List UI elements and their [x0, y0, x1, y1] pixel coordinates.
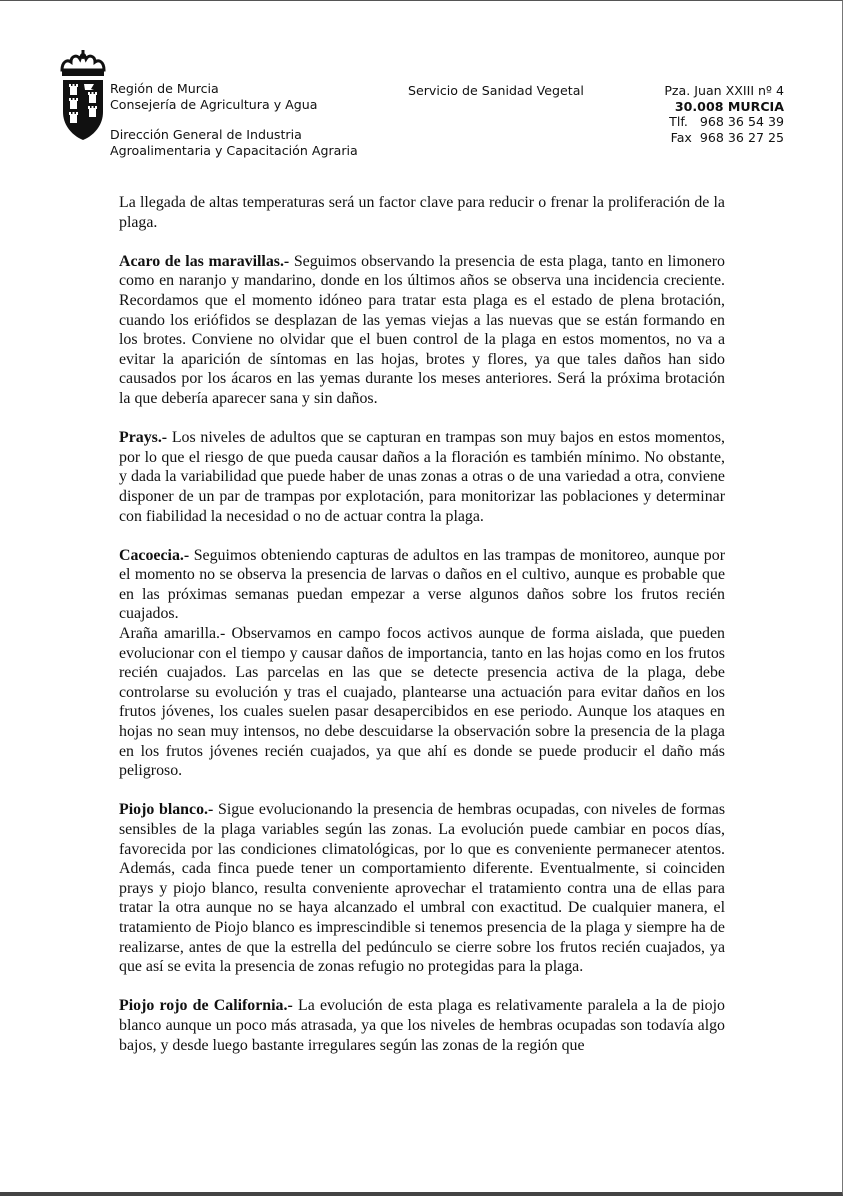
address-phone: Tlf. 968 36 54 39 — [669, 114, 784, 130]
directorate-line-2: Agroalimentaria y Capacitación Agraria — [110, 143, 358, 158]
address-street: Pza. Juan XXIII nº 4 — [664, 83, 784, 98]
section-title: Acaro de las maravillas.- — [119, 252, 290, 270]
section-title: Piojo rojo de California.- — [119, 997, 293, 1015]
section-acaro — [119, 252, 725, 409]
section-piojo-blanco — [119, 800, 725, 976]
section-title: Cacoecia.- — [119, 546, 190, 564]
address-city: 30.008 MURCIA — [674, 98, 784, 114]
section-text: Seguimos obteniendo capturas de adultos en las trampas de monitoreo, aunque por el momento no se observa la presencia de larvas o daños en el cultivo, aunque es probable que en las próximas semanas puedan empezar a verse algunos daños sobre los frutos recién cuajados. — [119, 546, 725, 623]
org-name: Región de Murcia — [110, 81, 219, 96]
section-title: Prays.- — [119, 429, 168, 447]
organization-block — [110, 81, 358, 159]
section-text: Araña amarilla.- Observamos en campo focos activos aunque de forma aislada, que pueden evolucionar con el tiempo y causar daños de importancia, tanto en las hojas como en los frutos recién cuajados. Las parcelas en las que se detecte presencia activa de la plaga, debe controlarse su evolución y tras el cuajado, plantearse una actuación para evitar daños en los frutos jóvenes, los cuales suelen pasar desapercibidos en ese periodo. Aunque los ataques en hojas no sean muy intensos, no debe descuidarse la observación sobre la presencia de la plaga en los frutos jóvenes recién cuajados, ya que ahí es donde se puede producir el daño más peligroso. — [119, 625, 725, 780]
section-text: Los niveles de adultos que se capturan en trampas son muy bajos en estos momentos, por lo que el riesgo de que pueda causar daños a la floración es también mínimo. No obstante, y dada la variabilidad que puede haber de unas zonas a otras o de una variedad a otra, conviene disponer de un par de trampas por explotación, para monitorizar las poblaciones y determinar con fiabilidad la necesidad o no de actuar contra la plaga. — [119, 429, 725, 525]
service-name: Servicio de Sanidad Vegetal — [408, 83, 584, 98]
address-block — [664, 83, 784, 146]
section-text: Sigue evolucionando la presencia de hembras ocupadas, con niveles de formas sensibles de la plaga variables según las zonas. La evolución puede cambiar en pocos días, favorecida por las condiciones climatológicas, por lo que es conveniente permanecer atentos. Además, cada finca puede tener un comportamiento diferente. Eventualmente, si coinciden prays y piojo blanco, resulta conveniente aprovechar el tratamiento contra una de ellas para tratar la otra aunque no se haya alcanzado el umbral con exactitud. De cualquier manera, el tratamiento de Piojo blanco es imprescindible si tenemos presencia de la plaga y siempre ha de realizarse, antes de que la estrella del pedúnculo se cierre sobre los frutos recién cuajados, ya que así se evita la presencia de zonas refugio no protegidas para la plaga. — [119, 801, 726, 976]
directorate-line-1: Dirección General de Industria — [110, 127, 302, 142]
section-piojo-rojo — [119, 996, 725, 1055]
section-title: Piojo blanco.- — [119, 801, 214, 819]
org-department: Consejería de Agricultura y Agua — [110, 97, 318, 112]
section-text: La evolución de esta plaga es relativamente paralela a la de piojo blanco aunque un poco más atrasada, ya que los niveles de hembras ocupadas son todavía algo bajos, y desde luego bastante irregulares según las zonas de la región que — [119, 997, 725, 1054]
section-prays — [119, 428, 725, 526]
section-arana-amarilla — [119, 624, 725, 781]
section-cacoecia — [119, 546, 725, 624]
document-body — [119, 193, 725, 1075]
intro-paragraph: La llegada de altas temperaturas será un factor clave para reducir o frenar la proliferación de la plaga. — [119, 194, 725, 231]
section-text: Seguimos observando la presencia de esta plaga, tanto en limonero como en naranjo y mandarino, donde en los últimos años se observa una incidencia creciente. Recordamos que el momento idóneo para tratar esta plaga es el estado de plena brotación, cuando los eriófidos se desplazan de las yemas viejas a las nuevas que se están formando en los brotes. Conviene no olvidar que el buen control de la plaga en estos momentos, no va a evitar la aparición de síntomas en las hojas, brotes y flores, ya que tales daños han sido causados por los ácaros en las yemas durante los meses anteriores. Será la próxima brotación la que debería aparecer sana y sin daños. — [119, 252, 725, 407]
region-crest-logo — [58, 50, 108, 142]
address-fax: Fax 968 36 27 25 — [670, 130, 784, 146]
